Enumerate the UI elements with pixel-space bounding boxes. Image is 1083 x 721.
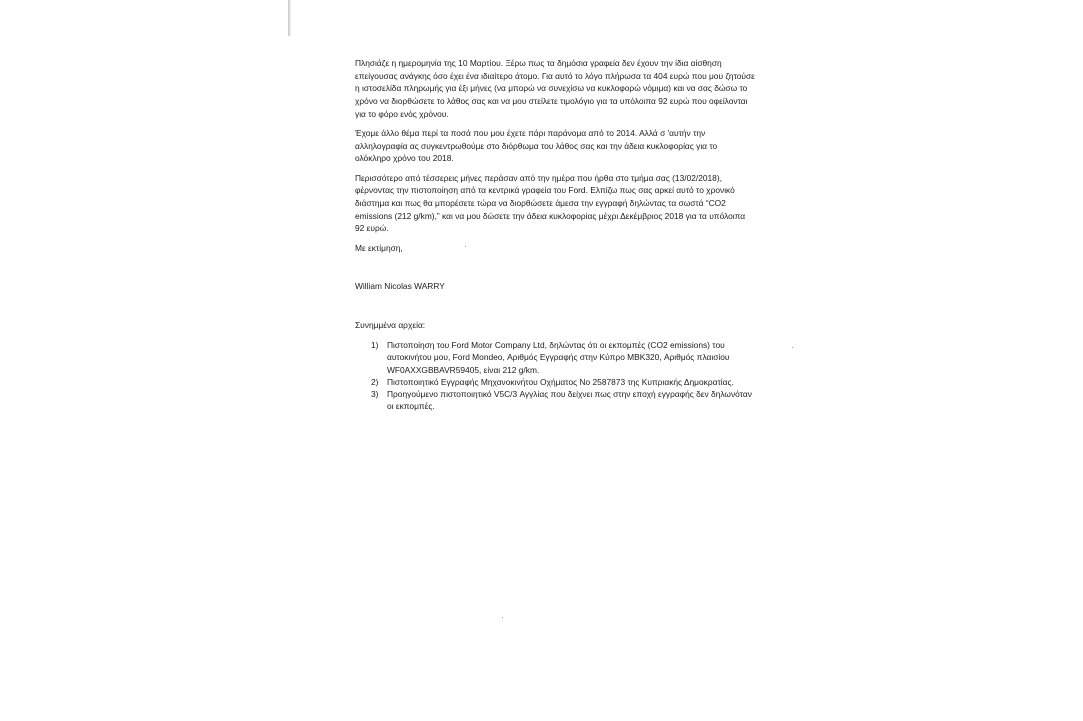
scan-speck (465, 246, 466, 247)
attachments-heading: Συνημμένα αρχεία: (355, 320, 426, 330)
paragraph-request: Περισσότερο από τέσσερεις μήνες περάσαν από την ημέρα που ήρθα στο τμήμα σας (13/02/2018), φέρνοντας την πιστοποίηση από τα κεντρικά γραφεία του Ford. Ελπίζω πως σας αρκεί αυτό το χρονικό διάστημα και πως θα μπορέσετε τώρα να διορθώσετε άμεσα την εγγραφή δηλώντας τα σωστά “CO2 emissions (212 g/km),” και να μου δώσετε την άδεια κυκλοφορίας μέχρι Δεκέμβριος 2018 για τα υπόλοιπα 92 ευρώ. (355, 172, 746, 234)
attachment-item (371, 376, 755, 388)
paragraph-payment: Πλησιάζε η ημερομηνία της 10 Μαρτίου. Ξέρω πως τα δημόσια γραφεία δεν έχουν την ίδια αίσθηση επείγουσας ανάγκης όσο έχει ένα ιδιαίτερο άτομο. Για αυτό το λόγο πλήρωσα τα 404 ευρώ που μου ζητούσε η ιστοσελίδα πληρωμής για έξι μήνες (να μπορώ να συνεχίσω να κυκλοφορώ νόμιμα) και να σας δώσω το χρόνο να διορθώσετε το λάθος σας και να μου στείλετε τιμολόγιο για τα υπόλοιπα 92 ευρώ που οφείλονται για το φόρο ενός χρόνου. (355, 58, 755, 119)
attachments-list (371, 339, 755, 413)
attachment-number: 1) (371, 340, 379, 350)
attachment-number: 3) (371, 389, 379, 400)
paragraph-other-issue: Έχομε άλλο θέμα περί τα ποσά που μου έχετε πάρι παράνομα από το 2014. Αλλά σ 'αυτήν την αλληλογραφία ας συγκεντρωθούμε στο διόρθωμα του λάθος σας και την άδεια κυκλοφορίας για το ολόκληρο χρόνο του 2018. (355, 128, 718, 164)
scan-edge-shadow (288, 0, 291, 36)
letter-body (355, 57, 755, 261)
attachment-item (371, 339, 755, 376)
attachment-item (371, 388, 755, 413)
attachment-text: Πιστοποιητικό Εγγραφής Μηχανοκινήτου Οχήματος No 2587873 της Κυπριακής Δημοκρατίας. (387, 376, 734, 387)
scan-speck (502, 617, 503, 618)
signature-name: William Nicolas WARRY (355, 281, 445, 291)
scan-speck (792, 347, 793, 348)
attachment-text: Πιστοποίηση του Ford Motor Company Ltd, δηλώντας ότι οι εκπομπές (CO2 emissions) του αυτοκινήτου μου, Ford Mondeo, Αριθμός Εγγραφής στην Κύπρο MBK320, Αριθμός πλαισίου WF0AXXGBBAVR59405, είναι 212 g/km. (387, 340, 730, 375)
attachment-text: Προηγούμενο πιστοποιητικό V5C/3 Αγγλίας που δείχνει πως στην εποχή εγγραφής δεν δηλωνόταν οι εκπομπές. (387, 389, 752, 412)
closing-line: Με εκτίμηση, (355, 242, 403, 253)
attachment-number: 2) (371, 376, 379, 387)
